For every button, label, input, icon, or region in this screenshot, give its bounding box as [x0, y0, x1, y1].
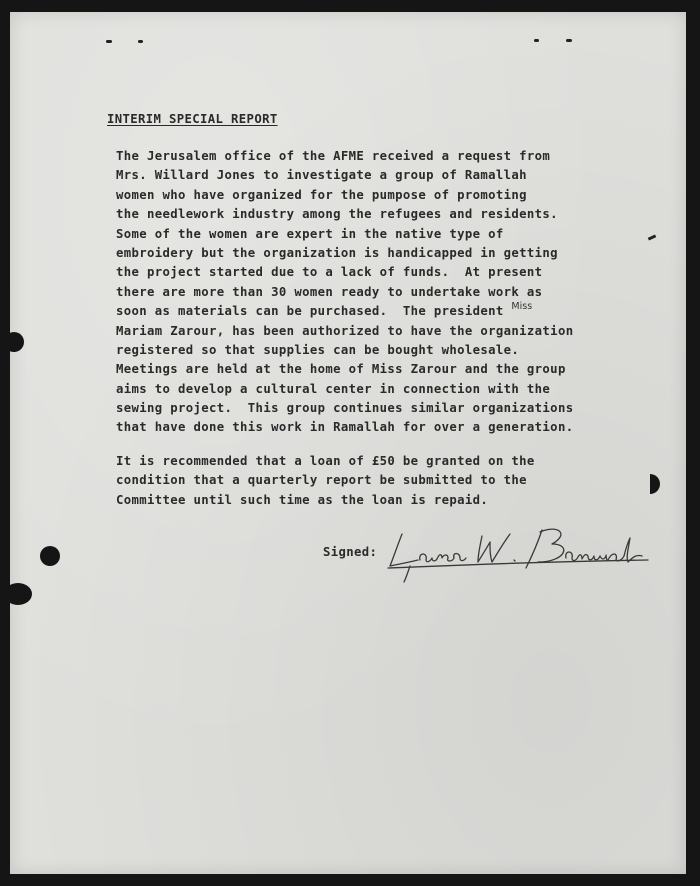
- text-line: condition that a quarterly report be submitted to the: [116, 473, 527, 488]
- text-line: sewing project. This group continues similar organizations: [116, 401, 574, 416]
- text-line: Mariam Zarour, has been authorized to have the organization: [116, 323, 574, 338]
- text-line: women who have organized for the pumpose of promoting: [116, 187, 527, 202]
- punch-hole: [40, 546, 60, 566]
- staple-mark-right: [534, 39, 539, 42]
- staple-mark-left: [106, 40, 112, 43]
- text-line: Some of the women are expert in the native type of: [116, 226, 504, 241]
- document-page: [10, 12, 686, 874]
- tear-mark: [648, 234, 657, 240]
- text-line: there are more than 30 women ready to undertake work as: [116, 284, 543, 299]
- handwritten-signature: [380, 522, 655, 584]
- report-paragraph-1: [116, 147, 573, 438]
- staple-mark-right-2: [566, 39, 572, 42]
- text-line-segment: soon as materials can be purchased. The president: [116, 304, 512, 319]
- text-line: the needlework industry among the refugees and residents.: [116, 207, 558, 222]
- text-line: registered so that supplies can be bought wholesale.: [116, 342, 520, 357]
- text-line: It is recommended that a loan of £50 be granted on the: [116, 454, 535, 468]
- text-line: that have done this work in Ramallah for over a generation.: [116, 420, 574, 435]
- report-paragraph-2: [116, 452, 535, 510]
- staple-mark-left-2: [138, 40, 143, 43]
- punch-hole: [4, 583, 32, 605]
- text-line: Mrs. Willard Jones to investigate a group of Ramallah: [116, 168, 527, 183]
- text-line: The Jerusalem office of the AFME received a request from: [116, 149, 551, 163]
- text-line: aims to develop a cultural center in connection with the: [116, 381, 551, 396]
- signed-label: Signed:: [323, 545, 378, 559]
- text-line: the project started due to a lack of funds. At present: [116, 265, 543, 280]
- handwritten-insertion: Miss: [511, 301, 533, 313]
- text-line: Meetings are held at the home of Miss Zarour and the group: [116, 362, 566, 377]
- text-line: Committee until such time as the loan is repaid.: [116, 492, 489, 507]
- text-line: embroidery but the organization is handicapped in getting: [116, 245, 558, 260]
- text-line: [116, 302, 573, 321]
- punch-hole: [4, 332, 24, 352]
- report-title: INTERIM SPECIAL REPORT: [107, 112, 278, 126]
